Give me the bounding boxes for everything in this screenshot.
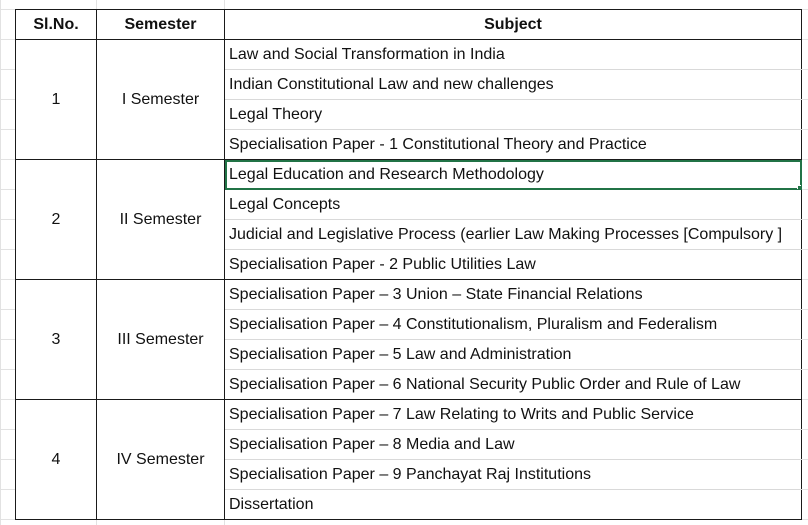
- subject-cell[interactable]: Law and Social Transformation in India: [225, 40, 802, 70]
- subject-cell[interactable]: Specialisation Paper - 2 Public Utilities Law: [225, 250, 802, 280]
- subject-cell[interactable]: Judicial and Legislative Process (earlier Law Making Processes [Compulsory ]: [225, 220, 802, 250]
- subject-cell[interactable]: Legal Theory: [225, 100, 802, 130]
- semester-cell[interactable]: I Semester: [97, 40, 225, 160]
- subject-cell[interactable]: Specialisation Paper – 6 National Security Public Order and Rule of Law: [225, 370, 802, 400]
- semester-cell[interactable]: II Semester: [97, 160, 225, 280]
- slno-cell[interactable]: 1: [16, 40, 97, 160]
- slno-cell[interactable]: 4: [16, 400, 97, 520]
- subject-cell[interactable]: Specialisation Paper – 9 Panchayat Raj Institutions: [225, 460, 802, 490]
- subject-cell-text: Legal Education and Research Methodology: [229, 165, 544, 183]
- subject-cell[interactable]: Indian Constitutional Law and new challenges: [225, 70, 802, 100]
- slno-cell[interactable]: 2: [16, 160, 97, 280]
- subject-cell[interactable]: Specialisation Paper – 5 Law and Administration: [225, 340, 802, 370]
- subject-cell[interactable]: Specialisation Paper – 3 Union – State Financial Relations: [225, 280, 802, 310]
- header-subject-cell[interactable]: Subject: [225, 10, 802, 40]
- subject-cell[interactable]: Specialisation Paper – 4 Constitutionalism, Pluralism and Federalism: [225, 310, 802, 340]
- header-slno-cell[interactable]: Sl.No.: [16, 10, 97, 40]
- table-row: [16, 400, 802, 430]
- slno-cell[interactable]: 3: [16, 280, 97, 400]
- subject-cell[interactable]: Specialisation Paper – 7 Law Relating to Writs and Public Service: [225, 400, 802, 430]
- selected-subject-cell[interactable]: [225, 160, 802, 190]
- semester-cell[interactable]: IV Semester: [97, 400, 225, 520]
- header-row: [16, 10, 802, 40]
- subject-cell[interactable]: Dissertation: [225, 490, 802, 520]
- table-row: [16, 280, 802, 310]
- table-row: [16, 40, 802, 70]
- subject-cell[interactable]: Specialisation Paper – 8 Media and Law: [225, 430, 802, 460]
- header-semester-cell[interactable]: Semester: [97, 10, 225, 40]
- subject-cell[interactable]: Specialisation Paper - 1 Constitutional Theory and Practice: [225, 130, 802, 160]
- semester-cell[interactable]: III Semester: [97, 280, 225, 400]
- fill-handle[interactable]: [797, 185, 802, 190]
- syllabus-table: [15, 9, 802, 520]
- table-row: [16, 160, 802, 190]
- subject-cell[interactable]: Legal Concepts: [225, 190, 802, 220]
